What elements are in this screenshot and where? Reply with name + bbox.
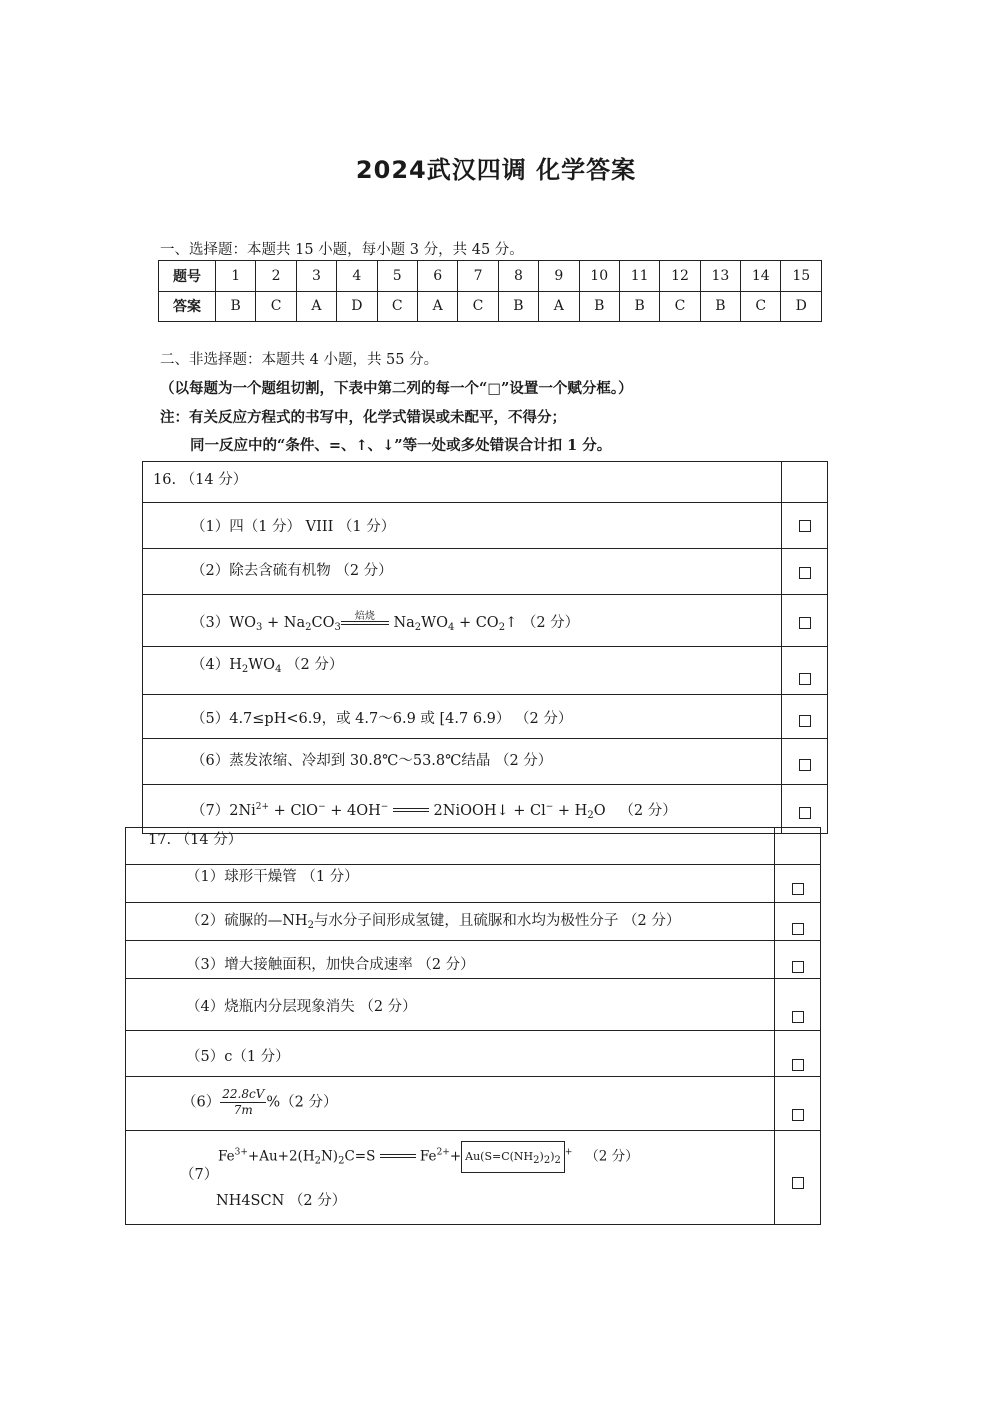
q16-answer-4: $(4)H_2WO_4$ （2 分） <box>191 657 344 675</box>
answer-cell: C <box>741 291 781 322</box>
q17-row-2 <box>126 902 820 941</box>
section2-note-2: 注：有关反应方程式的书写中，化学式错误或未配平，不得分； <box>160 409 566 426</box>
score-checkbox[interactable] <box>792 1011 804 1023</box>
complex-bracket: Au(S=C(NH2)2)2 <box>461 1141 565 1173</box>
question-number: 2 <box>256 261 296 292</box>
fraction-denominator: 7m <box>233 1103 253 1117</box>
score-checkbox[interactable] <box>799 673 811 685</box>
q17-answer-1: （1）球形干燥管 （1 分） <box>186 869 359 885</box>
q16-answer-3: $(3)WO_3 + Na_2CO_3$ 焙烧 $Na_2WO_4$ + $CO_2↑$ （2 分） <box>191 611 579 633</box>
q17-row-3 <box>126 940 820 979</box>
answer-cell: C <box>256 291 296 322</box>
q17-answer-6-suffix: %（2 分） <box>266 1094 338 1111</box>
answer-cell: D <box>781 291 822 322</box>
q16-answer-4-prefix: （4） <box>191 657 230 673</box>
q16-answer-5: （5）4.7≤pH<6.9，或 4.7～6.9 或 [4.7 6.9） （2 分） <box>191 711 573 727</box>
header-label: 题号 <box>159 261 216 292</box>
score-checkbox[interactable] <box>792 1177 804 1189</box>
section1-heading: 一、选择题：本题共 15 小题，每小题 3 分，共 45 分。 <box>160 242 524 258</box>
reaction-condition-text: 焙烧 <box>354 611 375 622</box>
fraction <box>220 1087 266 1118</box>
q17-answer-2-prefix: （2）硫脲的—NH <box>186 913 308 929</box>
answer-cell: C <box>458 291 498 322</box>
q17-row-4 <box>126 978 820 1031</box>
question-number: 4 <box>337 261 377 292</box>
answer-cell: A <box>417 291 457 322</box>
q16-answer-2: （2）除去含硫有机物 （2 分） <box>191 563 393 579</box>
q16-answer-4-score: （2 分） <box>286 657 344 673</box>
answer-table <box>158 260 822 322</box>
answer-cell: C <box>377 291 417 322</box>
section2-note-3: 同一反应中的“条件、=、↑、↓”等一处或多处错误合计扣 1 分。 <box>190 437 612 454</box>
q16-table <box>142 461 828 834</box>
q16-answer-3-score: （2 分） <box>521 615 580 631</box>
q17-row-7 <box>126 1130 820 1225</box>
q16-answer-7: $(7)2Ni^{2+} + ClO^- + 4OH^-$ 2NiOOH↓ + $Cl^- + H_2O$ （2 分） <box>191 802 677 821</box>
section2-heading: 二、非选择题：本题共 4 小题，共 55 分。 <box>160 352 439 368</box>
answer-label: 答案 <box>159 291 216 322</box>
answer-cell: B <box>498 291 538 322</box>
q16-answer-7-prefix: （7） <box>191 803 230 819</box>
q17-row-5 <box>126 1030 820 1077</box>
score-checkbox[interactable] <box>792 923 804 935</box>
q16-answer-7-score: （2 分） <box>619 803 677 819</box>
question-number: 12 <box>660 261 700 292</box>
q16-row-4 <box>143 646 827 695</box>
q16-row-1 <box>143 502 827 549</box>
q17-answer-3: （3）增大接触面积，加快合成速率 （2 分） <box>186 957 475 973</box>
score-checkbox[interactable] <box>799 567 811 579</box>
answer-cell: B <box>700 291 740 322</box>
q17-answer-4: （4）烧瓶内分层现象消失 （2 分） <box>186 999 417 1015</box>
question-number: 11 <box>619 261 659 292</box>
fraction-numerator: 22.8cV <box>222 1087 265 1101</box>
score-checkbox[interactable] <box>799 617 811 629</box>
answer-cell: A <box>539 291 579 322</box>
question-number: 14 <box>741 261 781 292</box>
question-number: 5 <box>377 261 417 292</box>
q17-answer-2-suffix: 与水分子间形成氢键，且硫脲和水均为极性分子 （2 分） <box>313 913 681 929</box>
q17-answer-7-score: （2 分） <box>585 1148 639 1165</box>
answer-row <box>159 291 822 322</box>
q17-header: 17. （14 分） <box>148 832 243 848</box>
question-number: 1 <box>216 261 256 292</box>
q17-table <box>125 827 821 1225</box>
q17-answer-7-line2: NH4SCN （2 分） <box>216 1193 347 1209</box>
q16-answer-6: （6）蒸发浓缩、冷却到 30.8℃～53.8℃结晶 （2 分） <box>191 753 553 769</box>
reaction-condition <box>341 611 389 625</box>
q16-header: 16. （14 分） <box>153 472 248 488</box>
answer-cell: C <box>660 291 700 322</box>
q16-answer-3-prefix: （3） <box>191 615 230 631</box>
question-number: 15 <box>781 261 822 292</box>
q17-answer-6 <box>182 1087 337 1118</box>
q16-row-6 <box>143 738 827 785</box>
section2-note-1: （以每题为一个题组切割，下表中第二列的每一个“□”设置一个赋分框。） <box>160 380 633 397</box>
score-checkbox[interactable] <box>799 807 811 819</box>
answer-cell: D <box>337 291 377 322</box>
q17-answer-7-label: （7） <box>180 1167 219 1183</box>
question-number: 7 <box>458 261 498 292</box>
score-checkbox[interactable] <box>799 759 811 771</box>
question-number-row <box>159 261 822 292</box>
score-checkbox[interactable] <box>792 883 804 895</box>
question-number: 6 <box>417 261 457 292</box>
q16-answer-1: （1）四（1 分） VIII （1 分） <box>191 519 396 535</box>
question-number: 10 <box>579 261 619 292</box>
q17-answer-6-prefix: （6） <box>182 1094 221 1111</box>
score-checkbox[interactable] <box>799 520 811 532</box>
answer-cell: B <box>579 291 619 322</box>
question-number: 8 <box>498 261 538 292</box>
q16-row-5 <box>143 694 827 739</box>
question-number: 9 <box>539 261 579 292</box>
answer-cell: B <box>619 291 659 322</box>
question-number: 3 <box>296 261 336 292</box>
q17-header-row <box>126 828 820 864</box>
score-checkbox[interactable] <box>799 715 811 727</box>
answer-cell: B <box>216 291 256 322</box>
q16-row-3 <box>143 594 827 647</box>
score-checkbox[interactable] <box>792 961 804 973</box>
q17-answer-7-equation: $Fe^{3+}+Au+2(H_2N)_2C=S$ $Fe^{2+}+ Au(S=C(NH2)2)2^+$ （2 分） <box>218 1141 639 1173</box>
q17-answer-2: （2）硫脲的$—NH_2$与水分子间形成氢键，且硫脲和水均为极性分子 （2 分） <box>186 913 681 931</box>
q17-answer-5: （5）c（1 分） <box>186 1049 290 1065</box>
score-checkbox[interactable] <box>792 1059 804 1071</box>
q17-row-6 <box>126 1076 820 1131</box>
page-title: 2024武汉四调 化学答案 <box>355 156 637 184</box>
question-number: 13 <box>700 261 740 292</box>
answer-cell: A <box>296 291 336 322</box>
q16-row-2 <box>143 548 827 595</box>
q17-row-1 <box>126 864 820 903</box>
score-checkbox[interactable] <box>792 1109 804 1121</box>
q16-header-row <box>143 462 827 502</box>
